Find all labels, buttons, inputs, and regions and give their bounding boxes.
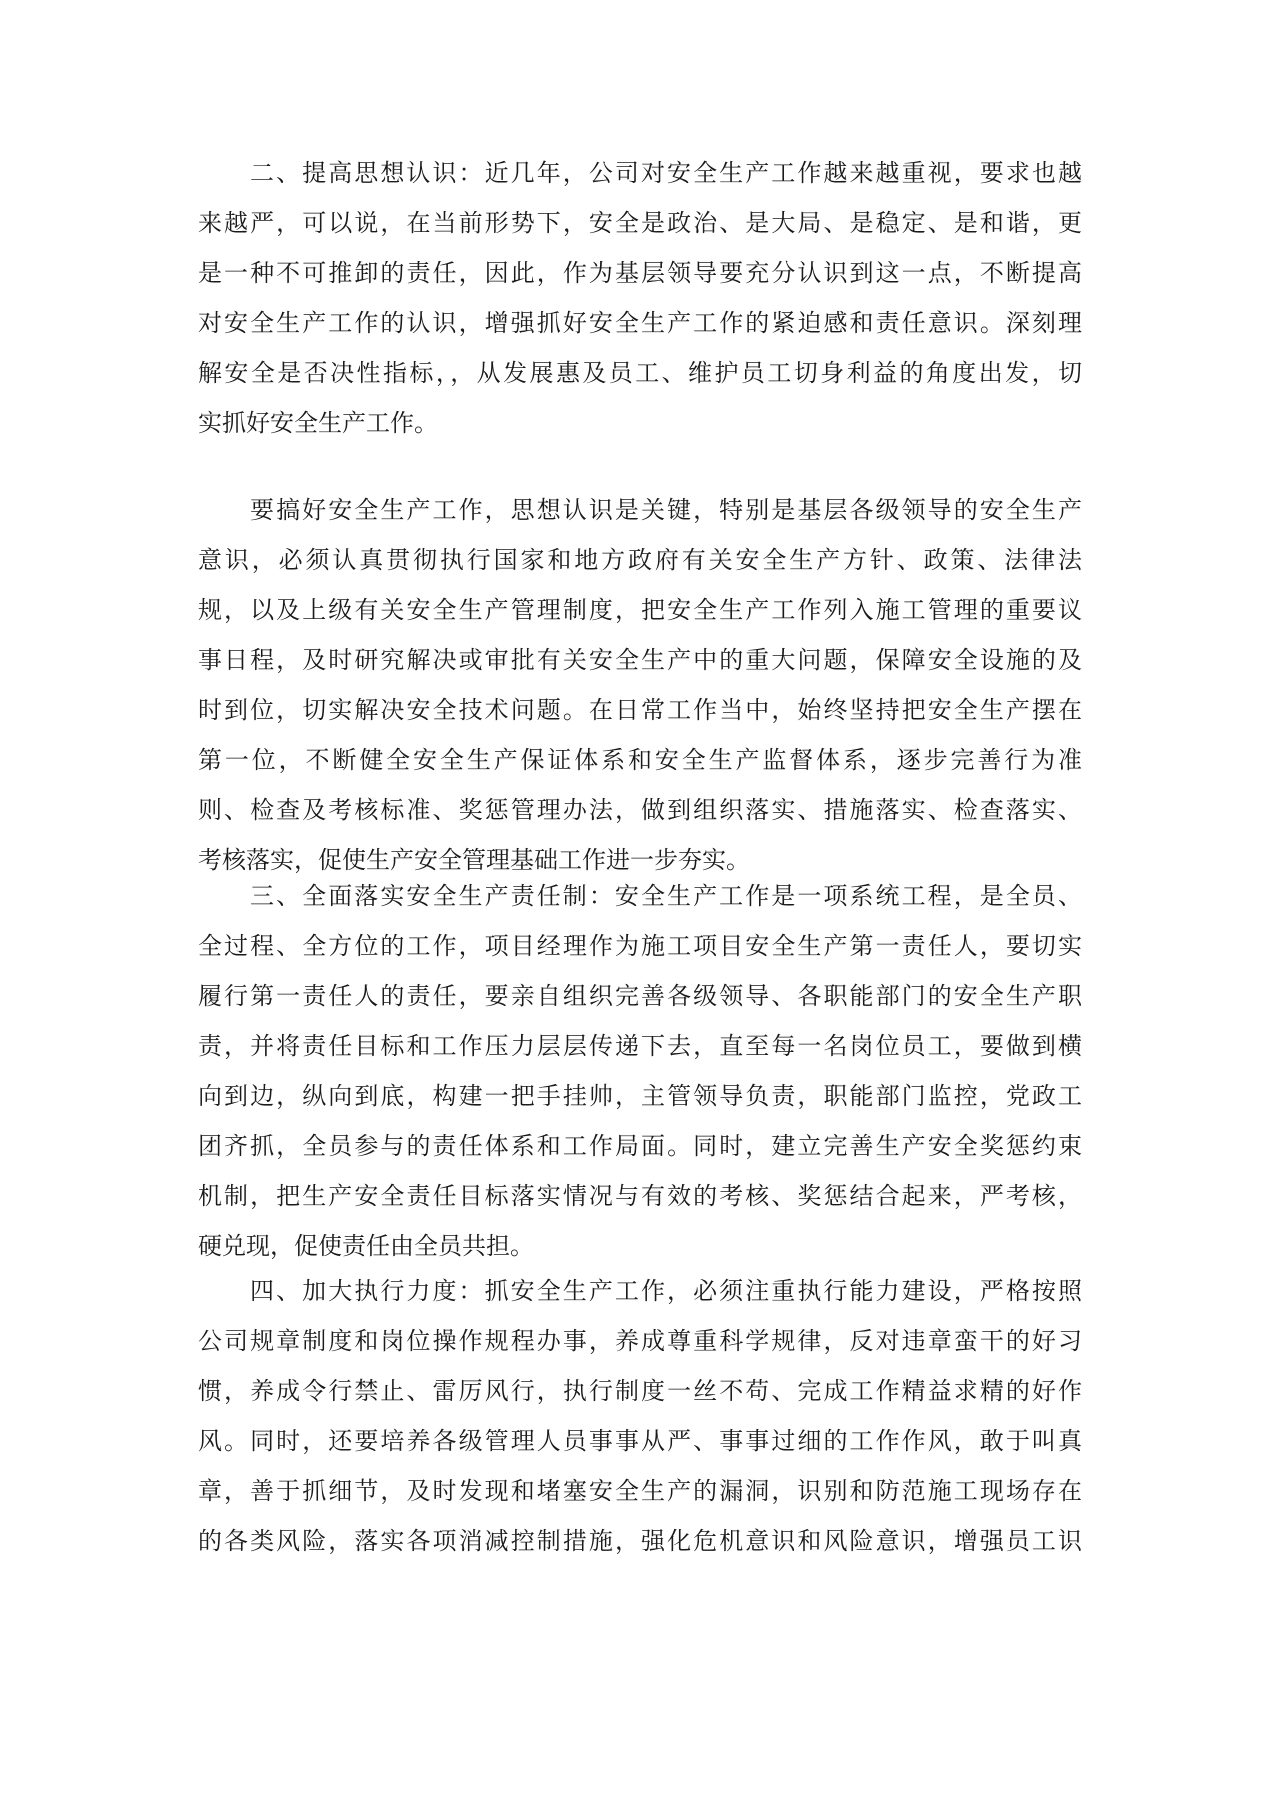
text-line: 考核落实，促使生产安全管理基础工作进一步夯实。 [198, 846, 750, 874]
text-line: 公司规章制度和岗位操作规程办事，养成尊重科学规律，反对违章蛮干的好习 [198, 1327, 1082, 1355]
text-line: 实抓好安全生产工作。 [198, 409, 438, 437]
text-line: 惯，养成令行禁止、雷厉风行，执行制度一丝不苟、完成工作精益求精的好作 [198, 1377, 1082, 1405]
text-line: 解安全是否决性指标，，从发展惠及员工、维护员工切身利益的角度出发，切 [198, 359, 1082, 387]
text-line: 事日程，及时研究解决或审批有关安全生产中的重大问题，保障安全设施的及 [198, 646, 1082, 674]
text-line: 对安全生产工作的认识，增强抓好安全生产工作的紧迫感和责任意识。深刻理 [198, 309, 1082, 337]
text-line: 硬兑现，促使责任由全员共担。 [198, 1232, 534, 1260]
text-line: 意识，必须认真贯彻执行国家和地方政府有关安全生产方针、政策、法律法 [198, 546, 1082, 574]
text-line: 团齐抓，全员参与的责任体系和工作局面。同时，建立完善生产安全奖惩约束 [198, 1132, 1082, 1160]
text-line: 全过程、全方位的工作，项目经理作为施工项目安全生产第一责任人，要切实 [198, 932, 1082, 960]
text-line: 要搞好安全生产工作，思想认识是关键，特别是基层各级领导的安全生产 [250, 496, 1082, 524]
text-line: 四、加大执行力度：抓安全生产工作，必须注重执行能力建设，严格按照 [250, 1277, 1082, 1305]
paragraph-raise-awareness [198, 148, 1082, 448]
text-line: 章，善于抓细节，及时发现和堵塞安全生产的漏洞，识别和防范施工现场存在 [198, 1477, 1082, 1505]
paragraph-execution [198, 1266, 1082, 1566]
text-line: 向到边，纵向到底，构建一把手挂帅，主管领导负责，职能部门监控，党政工 [198, 1082, 1082, 1110]
text-line: 来越严，可以说，在当前形势下，安全是政治、是大局、是稳定、是和谐，更 [198, 209, 1082, 237]
text-line: 责，并将责任目标和工作压力层层传递下去，直至每一名岗位员工，要做到横 [198, 1032, 1082, 1060]
paragraph-responsibility-system [198, 871, 1082, 1271]
text-line: 时到位，切实解决安全技术问题。在日常工作当中，始终坚持把安全生产摆在 [198, 696, 1082, 724]
text-line: 的各类风险，落实各项消减控制措施，强化危机意识和风险意识，增强员工识 [198, 1527, 1082, 1555]
text-line: 第一位，不断健全安全生产保证体系和安全生产监督体系，逐步完善行为准 [198, 746, 1082, 774]
paragraph-key-understanding [198, 485, 1082, 885]
text-line: 规，以及上级有关安全生产管理制度，把安全生产工作列入施工管理的重要议 [198, 596, 1082, 624]
text-line: 二、提高思想认识：近几年，公司对安全生产工作越来越重视，要求也越 [250, 159, 1082, 187]
text-line: 履行第一责任人的责任，要亲自组织完善各级领导、各职能部门的安全生产职 [198, 982, 1082, 1010]
text-line: 机制，把生产安全责任目标落实情况与有效的考核、奖惩结合起来，严考核， [198, 1182, 1082, 1210]
text-line: 三、全面落实安全生产责任制：安全生产工作是一项系统工程，是全员、 [250, 882, 1082, 910]
text-line: 风。同时，还要培养各级管理人员事事从严、事事过细的工作作风，敢于叫真 [198, 1427, 1082, 1455]
text-line: 是一种不可推卸的责任，因此，作为基层领导要充分认识到这一点，不断提高 [198, 259, 1082, 287]
text-line: 则、检查及考核标准、奖惩管理办法，做到组织落实、措施落实、检查落实、 [198, 796, 1082, 824]
